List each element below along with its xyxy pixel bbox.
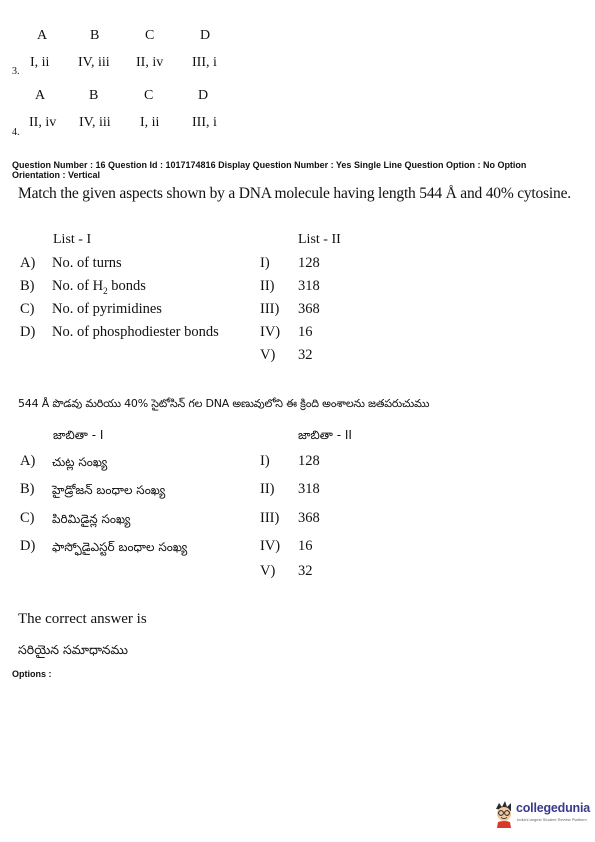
item-text: ఫాస్ఫోడైఎస్టర్ బంధాల సంఖ్య [52, 540, 188, 554]
option4-value-b: IV, iii [79, 115, 111, 130]
list2-value: 32 [298, 347, 313, 363]
list2-label: V) [260, 347, 276, 363]
list1-title-english: List - I [53, 232, 92, 247]
option3-row [0, 55, 595, 75]
list2-label: V) [260, 563, 276, 579]
item-text: పిరిమిడైన్ల సంఖ్య [52, 512, 131, 526]
option3-number: 3. [12, 66, 20, 77]
option4-value-a: II, iv [29, 115, 57, 130]
item-text: No. of turns [52, 255, 122, 271]
list2-value: 368 [298, 510, 320, 526]
option4-value-c: I, ii [140, 115, 160, 130]
option3-value-b: IV, iii [78, 55, 110, 70]
subscript-two: 2 [103, 285, 108, 296]
list2-value: 16 [298, 324, 313, 340]
list2-title-english: List - II [298, 232, 341, 247]
match-row-english [0, 324, 595, 344]
question-meta-line2: Orientation : Vertical [12, 170, 101, 180]
answer-prompt-telugu: సరియైన సమాధానము [18, 642, 128, 657]
header-b: B [89, 88, 99, 103]
list2-label: III) [260, 510, 280, 526]
item-label: D) [20, 538, 36, 554]
list2-value: 128 [298, 255, 320, 271]
option4-row [0, 115, 595, 135]
match-row-english [0, 301, 595, 321]
match-row-english [0, 347, 595, 367]
list2-label: II) [260, 481, 275, 497]
logo-name: collegedunia [516, 801, 591, 815]
item-label: C) [20, 510, 35, 526]
header-b: B [90, 28, 100, 43]
list2-label: II) [260, 278, 275, 294]
list2-value: 128 [298, 453, 320, 469]
match-row-telugu [0, 563, 595, 583]
option4-value-d: III, i [192, 115, 217, 130]
option3-value-a: I, ii [30, 55, 50, 70]
header-c: C [144, 88, 154, 103]
match-row-telugu [0, 453, 595, 473]
list2-value: 16 [298, 538, 313, 554]
question-text-english: Match the given aspects shown by a DNA molecule having length 544 Å and 40% cytosine. [18, 185, 571, 202]
item-label: B) [20, 481, 35, 497]
item-text: హైడ్రోజన్ బంధాల సంఖ్య [52, 483, 166, 497]
list2-label: III) [260, 301, 280, 317]
match-row-telugu [0, 481, 595, 501]
list2-label: I) [260, 255, 270, 271]
question-text-telugu-content: 544 Å పొడవు మరియు 40% సైటోసిన్ గల DNA అణువులోని ఈ క్రింది అంశాలను జతపరుచుము [18, 397, 430, 410]
question-text-telugu [18, 396, 429, 413]
option3-header [0, 28, 595, 46]
list2-title-telugu: జాబితా - II [298, 428, 352, 442]
header-a: A [37, 28, 48, 43]
answer-prompt-english: The correct answer is [18, 611, 147, 627]
item-label: A) [20, 453, 36, 469]
list2-value: 32 [298, 563, 313, 579]
question-meta-line1: Question Number : 16 Question Id : 1017174816 Display Question Number : Yes Single Line Question Option : No Option [12, 160, 527, 170]
list2-value: 318 [298, 481, 320, 497]
list2-value: 368 [298, 301, 320, 317]
list2-label: I) [260, 453, 270, 469]
item-text: No. of phosphodiester bonds [52, 324, 219, 340]
item-label: C) [20, 301, 35, 317]
match-row-english [0, 255, 595, 275]
header-c: C [145, 28, 155, 43]
list2-value: 318 [298, 278, 320, 294]
option3-value-d: III, i [192, 55, 217, 70]
options-label: Options : [12, 669, 52, 679]
option4-number: 4. [12, 127, 20, 138]
header-a: A [35, 88, 46, 103]
item-label: B) [20, 278, 35, 294]
item-label: A) [20, 255, 36, 271]
item-text: No. of $H_2$ bonds [52, 278, 146, 296]
list1-title-telugu: జాబితా - I [53, 428, 104, 442]
logo-tagline: India's largest Student Review Platform [517, 817, 587, 822]
option4-header [0, 88, 595, 106]
header-d: D [198, 88, 209, 103]
item-text: చుట్ల సంఖ్య [52, 455, 108, 469]
option3-value-c: II, iv [136, 55, 164, 70]
match-row-english [0, 278, 595, 298]
item-label: D) [20, 324, 36, 340]
header-d: D [200, 28, 211, 43]
collegedunia-logo [492, 797, 592, 831]
list2-label: IV) [260, 538, 281, 554]
item-text: No. of pyrimidines [52, 301, 162, 317]
mascot-icon [492, 799, 516, 829]
match-row-telugu [0, 510, 595, 530]
match-row-telugu [0, 538, 595, 558]
list2-label: IV) [260, 324, 281, 340]
